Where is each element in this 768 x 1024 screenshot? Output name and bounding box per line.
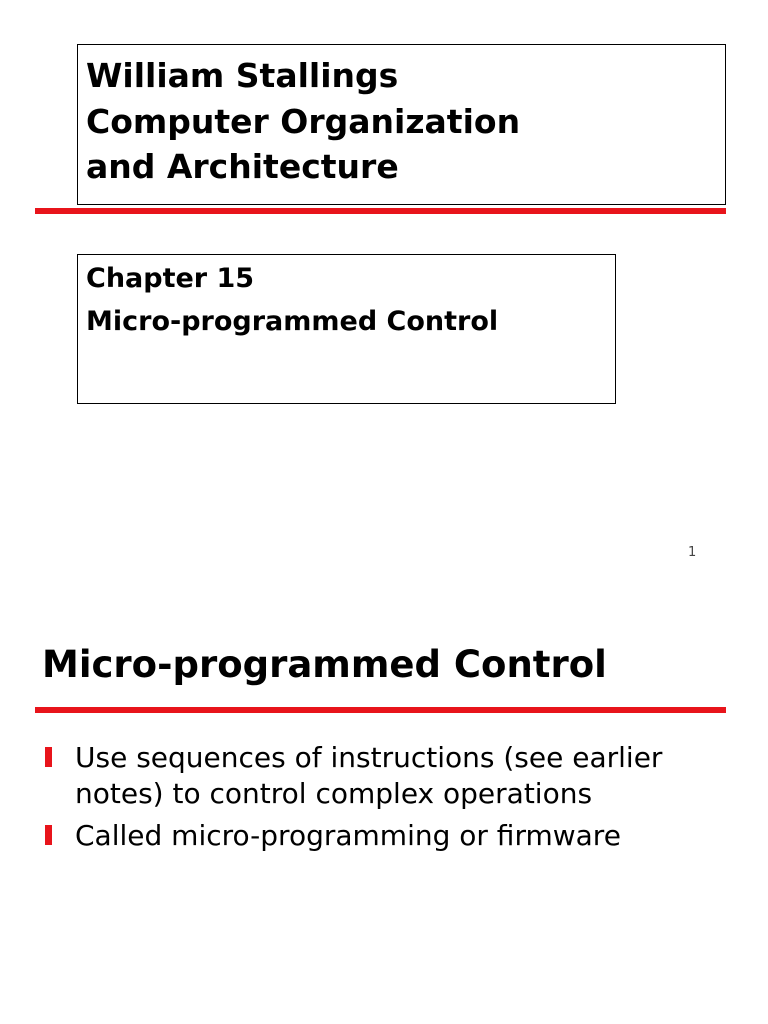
bullet-text-line: Use sequences of instructions (see earlier: [75, 741, 663, 774]
red-divider: [35, 208, 726, 214]
bullet-text-line: notes) to control complex operations: [75, 777, 593, 810]
bullet-marker-icon: [45, 747, 52, 767]
page-number: 1: [688, 545, 697, 560]
bullet-text-line: Called micro-programming or firmware: [75, 819, 621, 852]
title-line: and Architecture: [86, 147, 399, 186]
title-box: [77, 44, 726, 205]
chapter-title: Micro-programmed Control: [86, 306, 499, 337]
chapter-label: Chapter 15: [86, 263, 255, 294]
title-line: William Stallings: [86, 56, 399, 95]
slide-title: Micro-programmed Control: [42, 643, 607, 686]
red-divider: [35, 707, 726, 713]
title-line: Computer Organization: [86, 102, 521, 141]
bullet-marker-icon: [45, 825, 52, 845]
subtitle-box: [77, 254, 616, 404]
